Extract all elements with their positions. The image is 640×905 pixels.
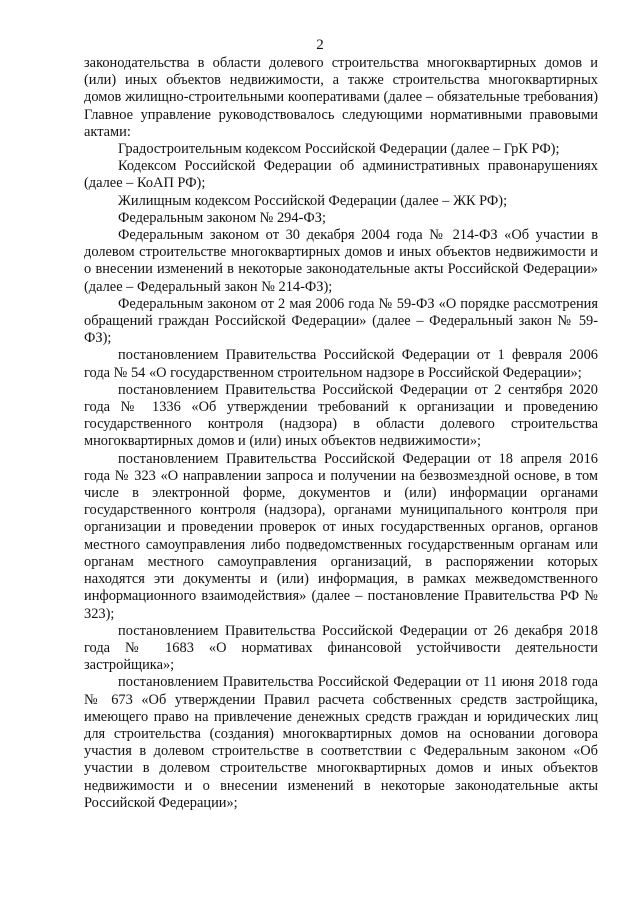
paragraph-fz-294: Федеральным законом № 294-ФЗ; xyxy=(118,209,326,226)
paragraph-zhk: Жилищным кодексом Российской Федерации (далее – ЖК РФ); xyxy=(118,192,508,209)
document-body xyxy=(84,55,598,812)
paragraph-fz-214: Федеральным законом от 30 декабря 2004 года № 214-ФЗ «Об участии в долевом строительстве многоквартирных домов и иных объектов недвижимости и о внесении изменений в некоторые законодательные акты Российской Федерации» (далее – Федеральный закон № 214-ФЗ); xyxy=(84,227,598,295)
paragraph-decree-1683: постановлением Правительства Российской Федерации от 26 декабря 2018 года № 1683 «О нормативах финансовой устойчивости деятельности застройщика»; xyxy=(84,622,598,674)
paragraph-grk: Градостроительным кодексом Российской Федерации (далее – ГрК РФ); xyxy=(118,141,560,158)
paragraph-fz-59: Федеральным законом от 2 мая 2006 года № 59-ФЗ «О порядке рассмотрения обращений граждан Российской Федерации» (далее – Федеральный закон № 59-ФЗ); xyxy=(84,295,598,347)
page-number: 2 xyxy=(316,37,324,53)
paragraph-decree-673: постановлением Правительства Российской Федерации от 11 июня 2018 года № 673 «Об утверждении Правил расчета собственных средств застройщика, имеющего право на привлечение денежных средств граждан и юридических лиц для строительства (создания) многоквартирных домов на основании договора участия в долевом строительстве в соответствии с Федеральным законом «Об участии в долевом строительстве многоквартирных домов и иных объектов недвижимости и о внесении изменений в некоторые законодательные акты Российской Федерации»; xyxy=(84,674,598,811)
paragraph-continuation: законодательства в области долевого строительства многоквартирных домов и (или) иных объектов недвижимости, а также строительства многоквартирных домов жилищно-строительными кооперативами (далее – обязательные требования) Главное управление руководствовалось следующими нормативными правовыми актами: xyxy=(84,55,598,140)
paragraph-koap: Кодексом Российской Федерации об административных правонарушениях (далее – КоАП РФ); xyxy=(84,158,598,192)
paragraph-decree-323: постановлением Правительства Российской Федерации от 18 апреля 2016 года № 323 «О направлении запроса и получении на безвозмездной основе, в том числе в электронной форме, документов и (или) информации органами государственного контроля (надзора), органами муниципального контроля при организации и проведении проверок от иных государственных органов, органов местного самоуправления либо подведомственных государственным органам или органам местного самоуправления организаций, в распоряжении которых находятся эти документы и (или) информация, в рамках межведомственного информационного взаимодействия» (далее – постановление Правительства РФ № 323); xyxy=(84,450,598,622)
paragraph-decree-1336: постановлением Правительства Российской Федерации от 2 сентября 2020 года № 1336 «Об утверждении требований к организации и проведению государственного контроля (надзора) в области долевого строительства многоквартирных домов и (или) иных объектов недвижимости»; xyxy=(84,381,598,450)
paragraph-decree-54: постановлением Правительства Российской Федерации от 1 февраля 2006 года № 54 «О государственном строительном надзоре в Российской Федерации»; xyxy=(84,347,598,381)
